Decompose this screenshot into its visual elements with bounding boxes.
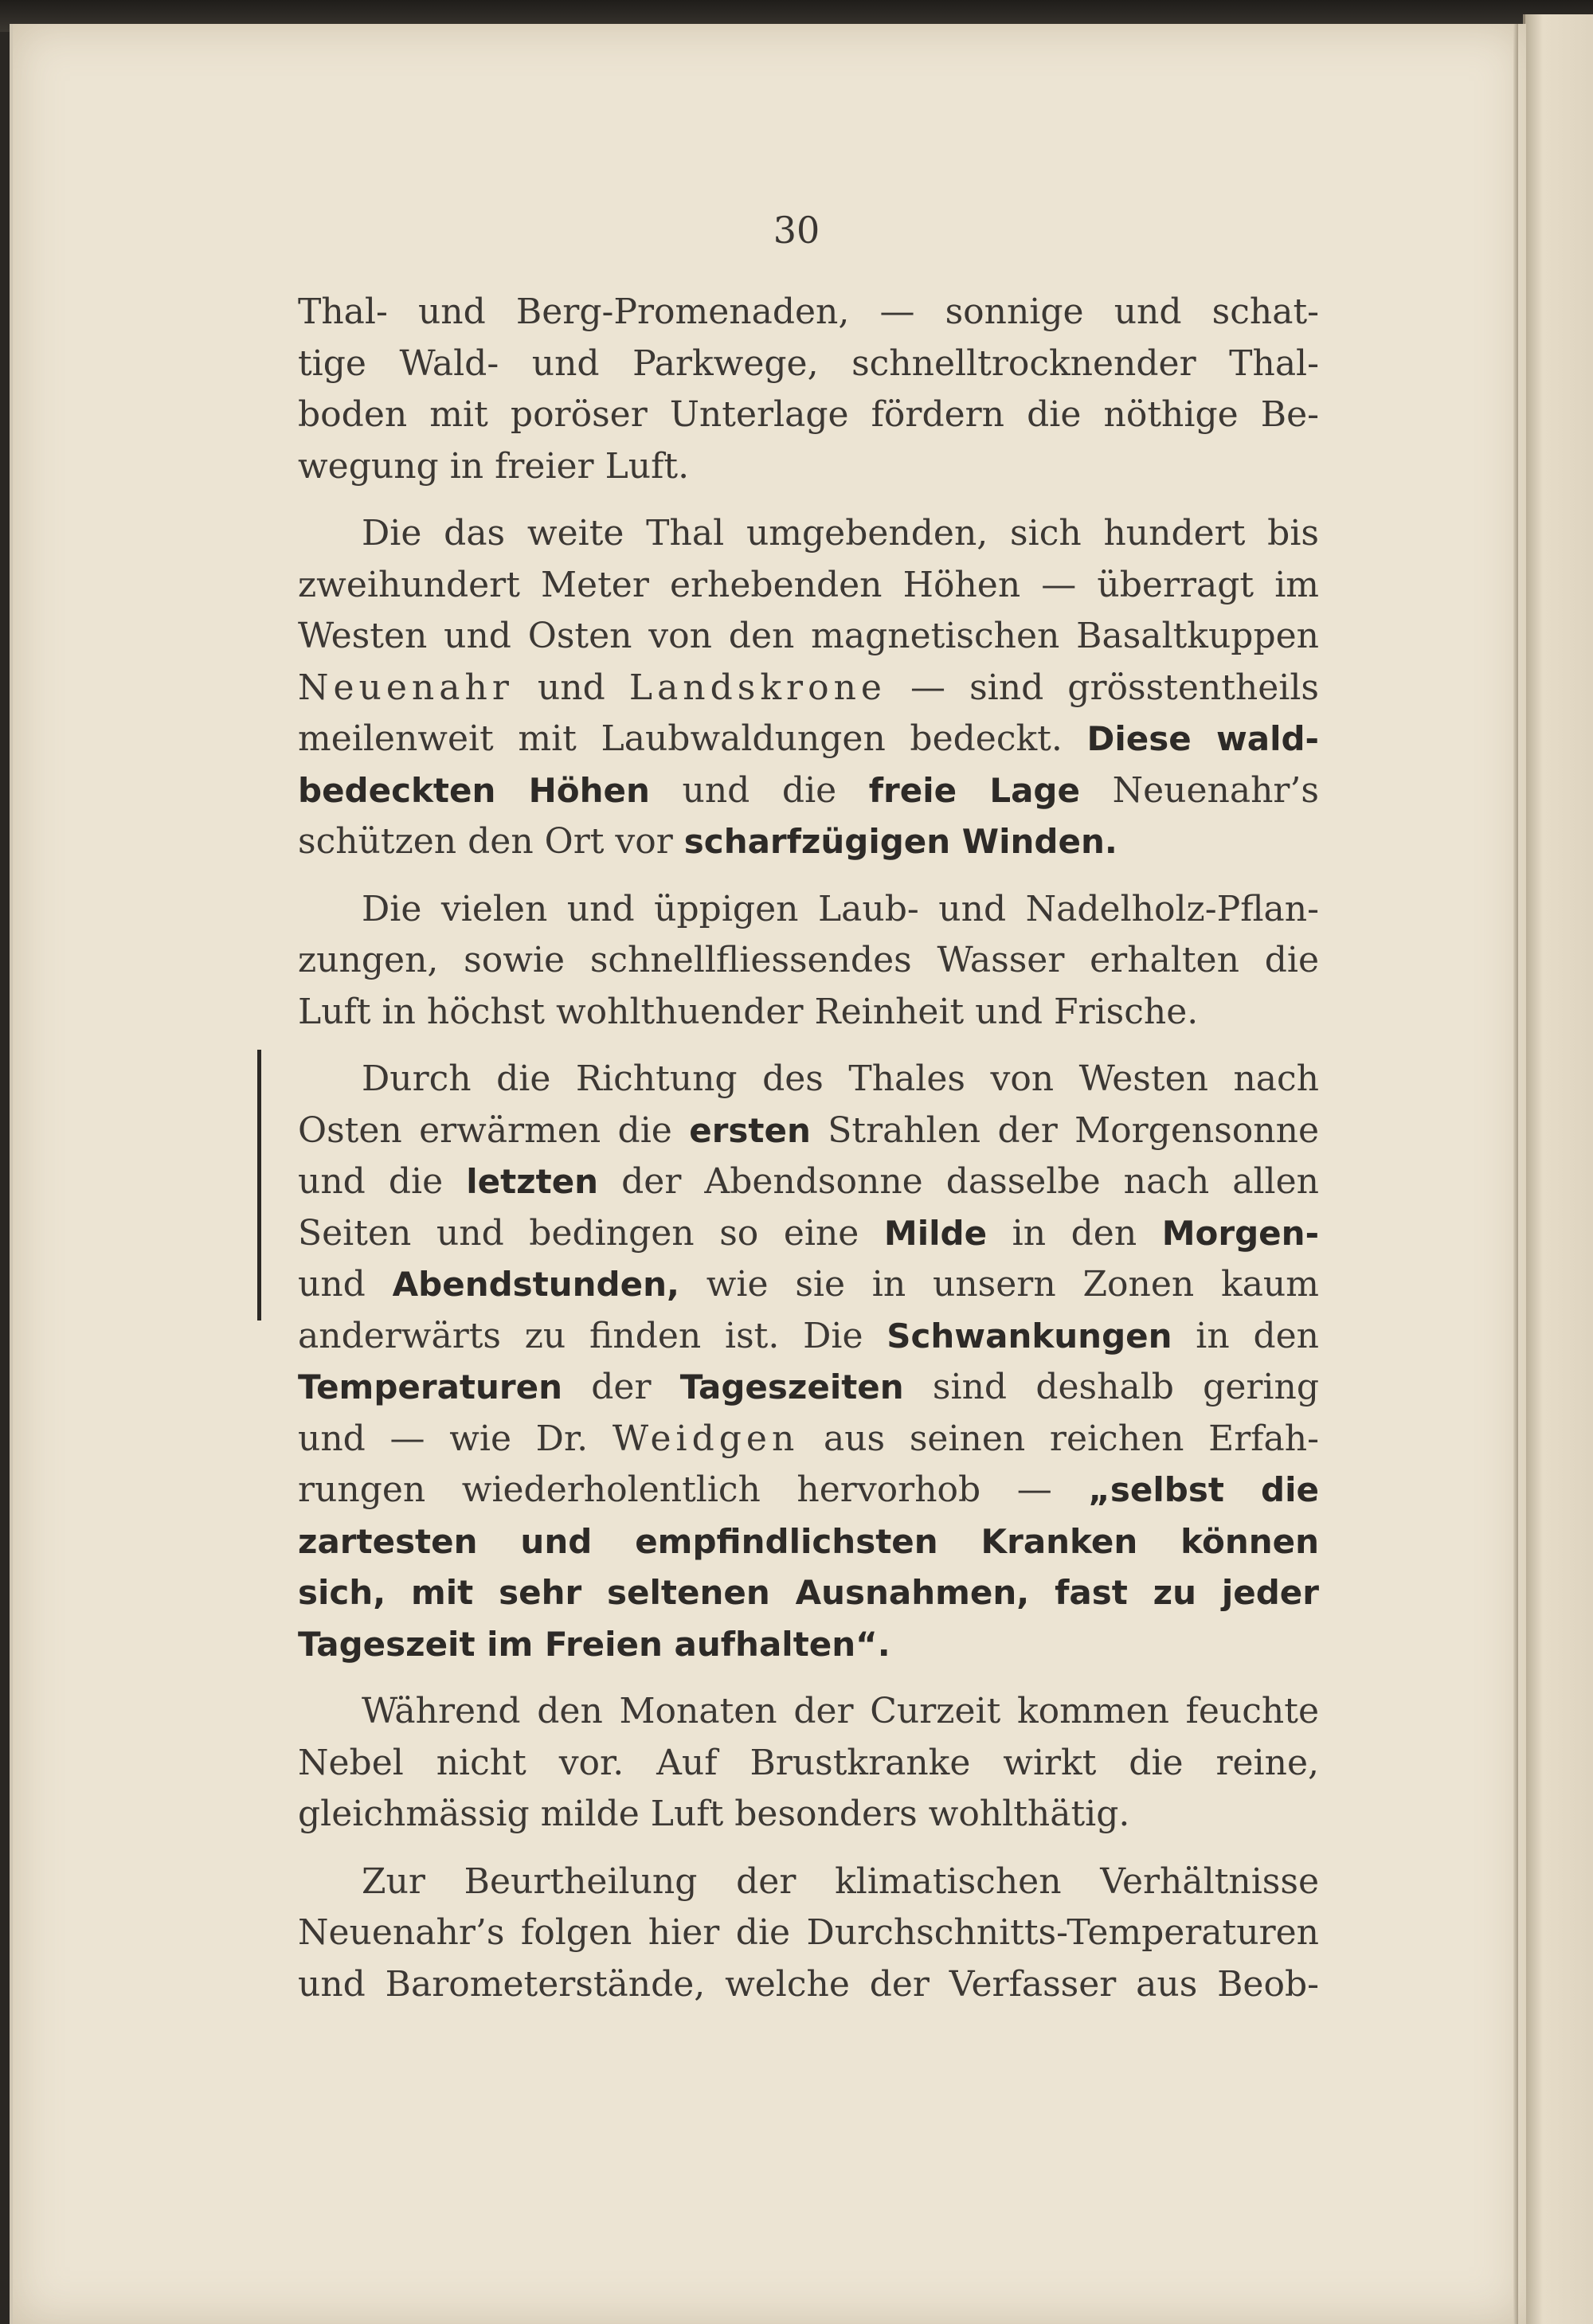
adjacent-page-edge (1523, 14, 1593, 2324)
text-line (298, 1414, 1319, 1465)
text-line: Luft in höchst wohlthuender Reinheit und Frische. (298, 991, 1199, 1032)
text-line (298, 1362, 1319, 1414)
emphasis: Schwankungen (887, 1316, 1172, 1356)
text-run: in den (987, 1212, 1162, 1254)
emphasis: Morgen- (1161, 1213, 1319, 1253)
paragraph-2 (298, 508, 1319, 868)
text-run: und die (298, 1161, 467, 1202)
paragraph-1 (298, 287, 1319, 492)
text-line: Westen und Osten von den magnetischen Basaltkuppen (298, 616, 1319, 656)
text-line (298, 1156, 1319, 1208)
text-line: Während den Monaten der Curzeit kommen feuchte (362, 1691, 1319, 1731)
text-line: und Barometerstände, welche der Verfasser aus Beob- (298, 1963, 1319, 2005)
text-line: Die vielen und üppigen Laub- und Nadelholz-Pflan- (362, 888, 1319, 929)
text-run: in den (1172, 1315, 1319, 1356)
text-line (298, 1516, 1319, 1568)
page-fold (1513, 24, 1518, 2324)
page-number: 30 (773, 209, 820, 252)
text-line: gleichmässig milde Luft besonders wohlthätig. (298, 1794, 1130, 1834)
text-run: und die (649, 769, 869, 811)
text-line: Die das weite Thal umgebenden, sich hundert bis (362, 513, 1319, 554)
text-line (298, 1465, 1319, 1516)
emphasis: freie Lage (868, 770, 1080, 810)
emphasis: sich, mit sehr seltenen Ausnahmen, fast zu jeder (298, 1573, 1319, 1612)
text-line (298, 714, 1319, 765)
text-run: aus seinen reichen Erfah- (799, 1418, 1319, 1459)
text-run: anderwärts zu finden ist. Die (298, 1315, 887, 1356)
text-run: schützen den Ort vor (298, 821, 684, 862)
text-run: Osten erwärmen die (298, 1109, 690, 1151)
text-run: rungen wiederholentlich hervorhob — (298, 1469, 1089, 1510)
emphasis: Diese wald- (1086, 719, 1319, 758)
emphasis: Tageszeit im Freien aufhalten“. (298, 1624, 890, 1664)
text-line: tige Wald- und Parkwege, schnelltrocknender Thal- (298, 342, 1319, 384)
text-run: sind deshalb gering (903, 1367, 1319, 1407)
spaced-name-neuenahr: Neuenahr (298, 667, 514, 708)
paragraph-5 (298, 1686, 1319, 1841)
text-line: boden mit poröser Unterlage fördern die nöthige Be- (298, 394, 1319, 435)
paragraph-6 (298, 1856, 1319, 2011)
text-run: und (298, 1264, 393, 1305)
emphasis: ersten (689, 1110, 811, 1150)
text-line (298, 1105, 1319, 1157)
text-line: Neuenahr’s folgen hier die Durchschnitts-Temperaturen (298, 1912, 1319, 1953)
text-run: wie sie in unsern Zonen kaum (679, 1264, 1319, 1305)
emphasis: Abendstunden, (392, 1265, 679, 1304)
paragraph-4 (298, 1054, 1319, 1670)
emphasis: Temperaturen (298, 1367, 563, 1407)
text-run: der Abendsonne dasselbe nach allen (598, 1161, 1320, 1202)
emphasis: Tageszeiten (679, 1367, 904, 1407)
text-line (298, 1259, 1319, 1311)
emphasis: zartesten und empfindlichsten Kranken können (298, 1521, 1319, 1561)
emphasis: scharfzügigen Winden. (683, 822, 1117, 861)
text-line (298, 765, 1319, 817)
spaced-name-landskrone: Landskrone (628, 667, 887, 708)
emphasis: Milde (883, 1213, 988, 1253)
text-line (298, 1619, 1319, 1671)
text-line (298, 1567, 1319, 1619)
text-run: und (513, 667, 629, 708)
text-run: — sind grösstentheils (886, 667, 1319, 708)
text-line (298, 663, 1319, 714)
body-text (298, 287, 1319, 2026)
margin-mark (257, 1050, 261, 1320)
text-line: Durch die Richtung des Thales von Westen nach (362, 1058, 1319, 1099)
text-line (298, 1311, 1319, 1363)
text-run: Neuenahr’s (1080, 769, 1320, 811)
spaced-name-weidgen: Weidgen (612, 1418, 800, 1459)
text-run: meilenweit mit Laubwaldungen bedeckt. (298, 718, 1087, 759)
text-line: zungen, sowie schnellfliessendes Wasser erhalten die (298, 940, 1319, 980)
emphasis: „selbst die (1088, 1470, 1320, 1509)
text-line: Nebel nicht vor. Auf Brustkranke wirkt die reine, (298, 1742, 1319, 1783)
emphasis: letzten (466, 1162, 599, 1201)
text-line (298, 816, 1319, 868)
text-run: Strahlen der Morgensonne (810, 1109, 1320, 1151)
emphasis: bedeckten Höhen (298, 770, 650, 810)
text-line: wegung in freier Luft. (298, 445, 690, 487)
text-line: zweihundert Meter erhebenden Höhen — überragt im (298, 564, 1319, 605)
text-line (298, 1208, 1319, 1260)
text-line: Zur Beurtheilung der klimatischen Verhältnisse (362, 1860, 1319, 1902)
text-line: Thal- und Berg-Promenaden, — sonnige und schat- (298, 291, 1319, 332)
text-run: Seiten und bedingen so eine (298, 1212, 884, 1254)
text-run: der (562, 1367, 680, 1407)
paragraph-3 (298, 884, 1319, 1039)
text-run: und — wie Dr. (298, 1418, 613, 1459)
